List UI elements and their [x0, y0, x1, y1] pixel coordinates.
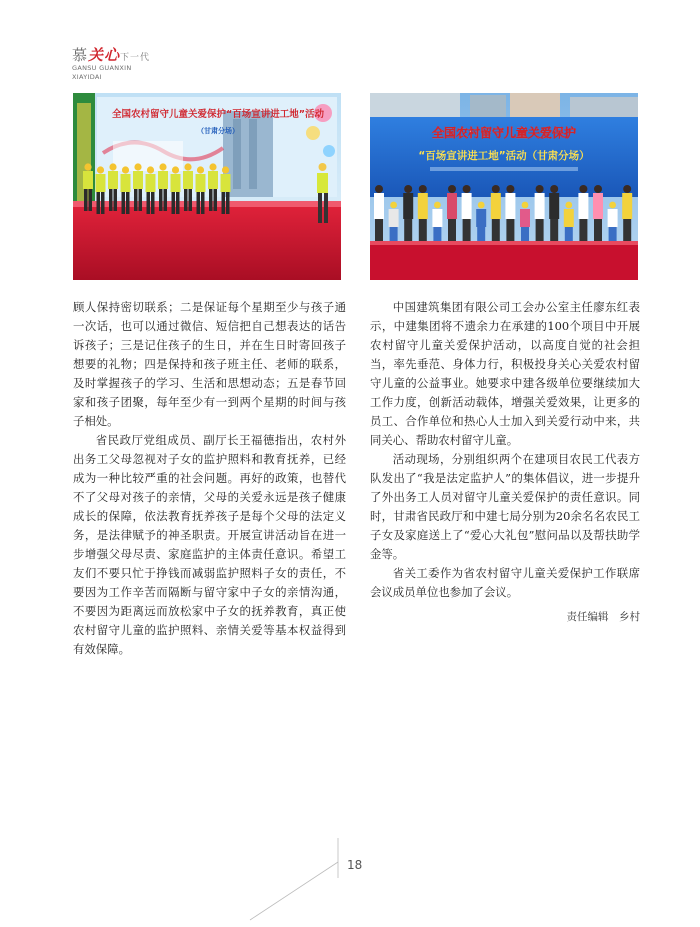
- person-figure: [418, 185, 428, 243]
- photo2-banner-line2: “百场宣讲进工地”活动（甘肃分场）: [418, 150, 590, 162]
- photo1-banner-line1: 全国农村留守儿童关爱保护“百场宣讲进工地”活动: [112, 109, 324, 120]
- person-figure: [622, 185, 632, 243]
- page-number: 18: [347, 858, 363, 872]
- masthead-suffix: 下一代: [120, 53, 151, 63]
- photo-workers-stage: [73, 93, 341, 280]
- article-column-right: [370, 298, 640, 627]
- editor-credit: 责任编辑 乡村: [566, 611, 640, 623]
- masthead-accent: 关心: [88, 46, 121, 64]
- person-figure: [491, 185, 501, 243]
- person-figure: [447, 185, 457, 243]
- masthead-title: [72, 44, 150, 65]
- paragraph: 顾人保持密切联系；二是保证每个星期至少与孩子通一次话，也可以通过微信、短信把自己想表达的话告诉孩子；三是记住孩子的生日，并在生日时寄回孩子想要的礼物；四是保持和孩子班主任、老师的联系，及时掌握孩子的学习、生活和思想动态；五是春节回家和孩子团聚，每年至少有一到两个星期的时间与孩子相处。: [73, 300, 346, 428]
- masthead-latin-line2: XIAYIDAI: [72, 73, 102, 81]
- article-column-left: [73, 298, 346, 659]
- person-figure: [549, 185, 559, 243]
- person-figure: [578, 185, 588, 243]
- person-figure: [374, 185, 384, 243]
- person-figure: [462, 185, 472, 243]
- masthead-latin: [72, 64, 132, 82]
- paragraph: 活动现场，分别组织两个在建项目农民工代表方队发出了“我是法定监护人”的集体倡议，进一步提升了外出务工人员对留守儿童关爱保护的责任意识。同时，甘肃省民政厅和中建七局分别为20余名名农民工子女及家庭送上了“爱心大礼包”慰问品以及帮扶助学金等。: [370, 452, 640, 561]
- paragraph: 省民政厅党组成员、副厅长王福德指出，农村外出务工父母忽视对子女的监护照料和教育抚养，已经成为一种比较严重的社会问题。再好的政策，也替代不了父母对孩子的亲情，父母的关爱永远是孩子健康成长的保障，依法教育抚养孩子是每个父母的法定义务，是法律赋予的神圣职责。开展宣讲活动旨在进一步增强父母尽责、家庭监护的主体责任意识。希望工友们不要只忙于挣钱而减弱监护照料子女的责任，不要因为工作辛苦而隔断与留守家中子女的亲情沟通，不要因为距离远而放松家中子女的抚养教育，真正使农村留守儿童的监护照料、亲情关爱等基本权益得到有效保障。: [73, 433, 346, 656]
- masthead: [72, 44, 212, 88]
- photo1-banner-line2: （甘肃分场）: [197, 127, 239, 135]
- masthead-prefix: 慕: [72, 46, 89, 64]
- masthead-latin-line1: GANSU GUANXIN: [72, 64, 132, 72]
- paragraph: 中国建筑集团有限公司工会办公室主任廖东红表示，中建集团将不遗余力在承建的100个项目中开展农村留守儿童关爱保护活动，以高度自觉的社会担当，率先垂范、身体力行，积极投身关心关爱农村留守儿童的公益事业。她要求中建各级单位要继续加大工作力度，创新活动载体，增强关爱效果，让更多的员工、合作单位和热心人士加入到关爱行动中来，共同关心、帮助农村留守儿童。: [370, 300, 640, 447]
- person-figure: [403, 185, 413, 243]
- person-figure: [593, 185, 603, 243]
- person-figure: [535, 185, 545, 243]
- person-figure: [505, 185, 515, 243]
- photo2-banner-line1: 全国农村留守儿童关爱保护: [431, 126, 577, 140]
- paragraph: 省关工委作为省农村留守儿童关爱保护工作联席会议成员单位也参加了会议。: [370, 566, 640, 599]
- photo-group-stage: [370, 93, 638, 280]
